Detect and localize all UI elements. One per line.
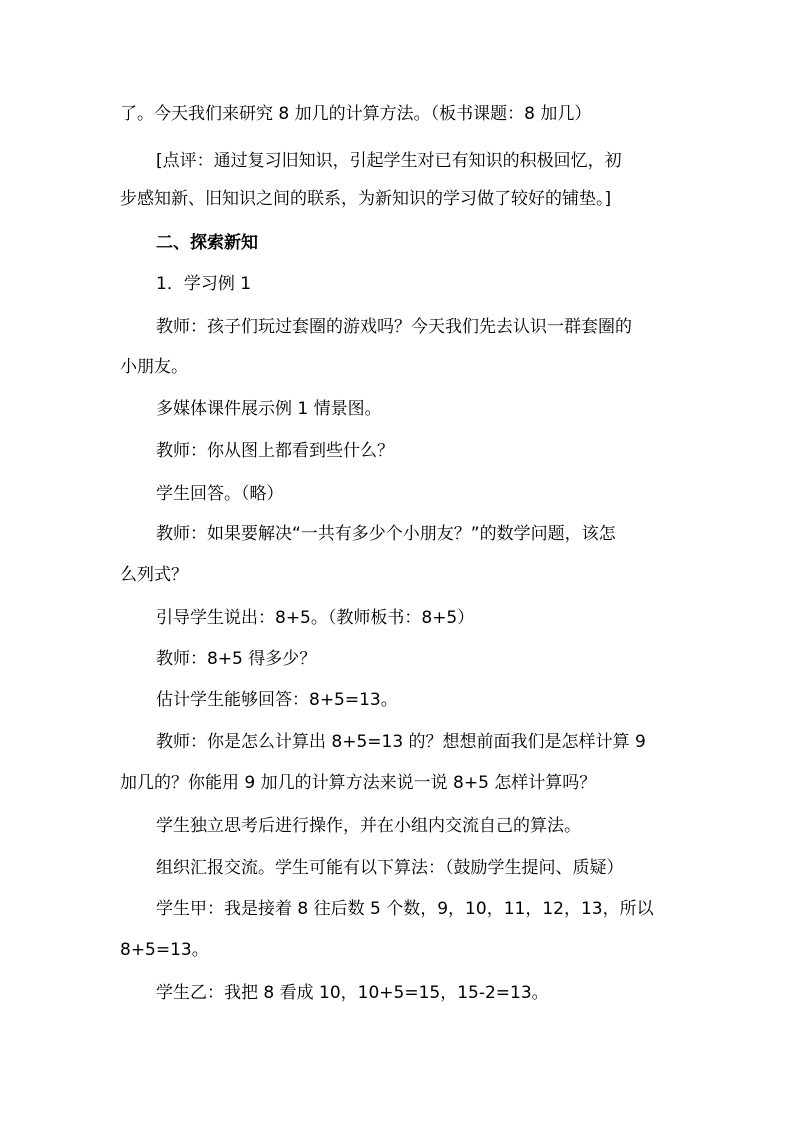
text-line: 教师：你从图上都看到些什么？ xyxy=(156,441,394,461)
text-line: 学生回答。（略） xyxy=(156,484,284,504)
text-line: 小朋友。 xyxy=(120,357,188,377)
text-line: 引导学生说出：8+5。（教师板书：8+5） xyxy=(156,608,475,628)
text-line: 多媒体课件展示例 1 情景图。 xyxy=(156,399,382,419)
text-line: 学生乙：我把 8 看成 10，10+5=15，15-2=13。 xyxy=(156,983,549,1003)
text-line: 么列式？ xyxy=(120,565,188,585)
text-line: 学生甲：我是接着 8 往后数 5 个数，9，10，11，12，13，所以 xyxy=(156,899,654,919)
text-line: 组织汇报交流。学生可能有以下算法：（鼓励学生提问、质疑） xyxy=(156,858,624,878)
text-line: 教师：孩子们玩过套圈的游戏吗？今天我们先去认识一群套圈的 xyxy=(156,317,632,337)
text-line: 加几的？你能用 9 加几的计算方法来说一说 8+5 怎样计算吗？ xyxy=(120,773,597,793)
section-heading: 二、探索新知 xyxy=(156,233,258,253)
text-line: 了。今天我们来研究 8 加几的计算方法。（板书课题：8 加几） xyxy=(120,104,592,124)
text-line: 教师：8+5 得多少？ xyxy=(156,649,317,669)
text-line: 估计学生能够回答：8+5=13。 xyxy=(156,690,398,710)
text-line: 8+5=13。 xyxy=(120,940,209,960)
comment-line: [点评：通过复习旧知识，引起学生对已有知识的积极回忆，初 xyxy=(156,151,622,171)
comment-line: 步感知新、旧知识之间的联系，为新知识的学习做了较好的铺垫。] xyxy=(120,189,612,209)
text-line: 学生独立思考后进行操作，并在小组内交流自己的算法。 xyxy=(156,816,581,836)
text-line: 教师：你是怎么计算出 8+5=13 的？想想前面我们是怎样计算 9 xyxy=(156,732,646,752)
subsection-heading: 1．学习例 1 xyxy=(156,274,252,294)
text-line: 教师：如果要解决“一共有多少个小朋友？”的数学问题，该怎 xyxy=(156,524,616,544)
